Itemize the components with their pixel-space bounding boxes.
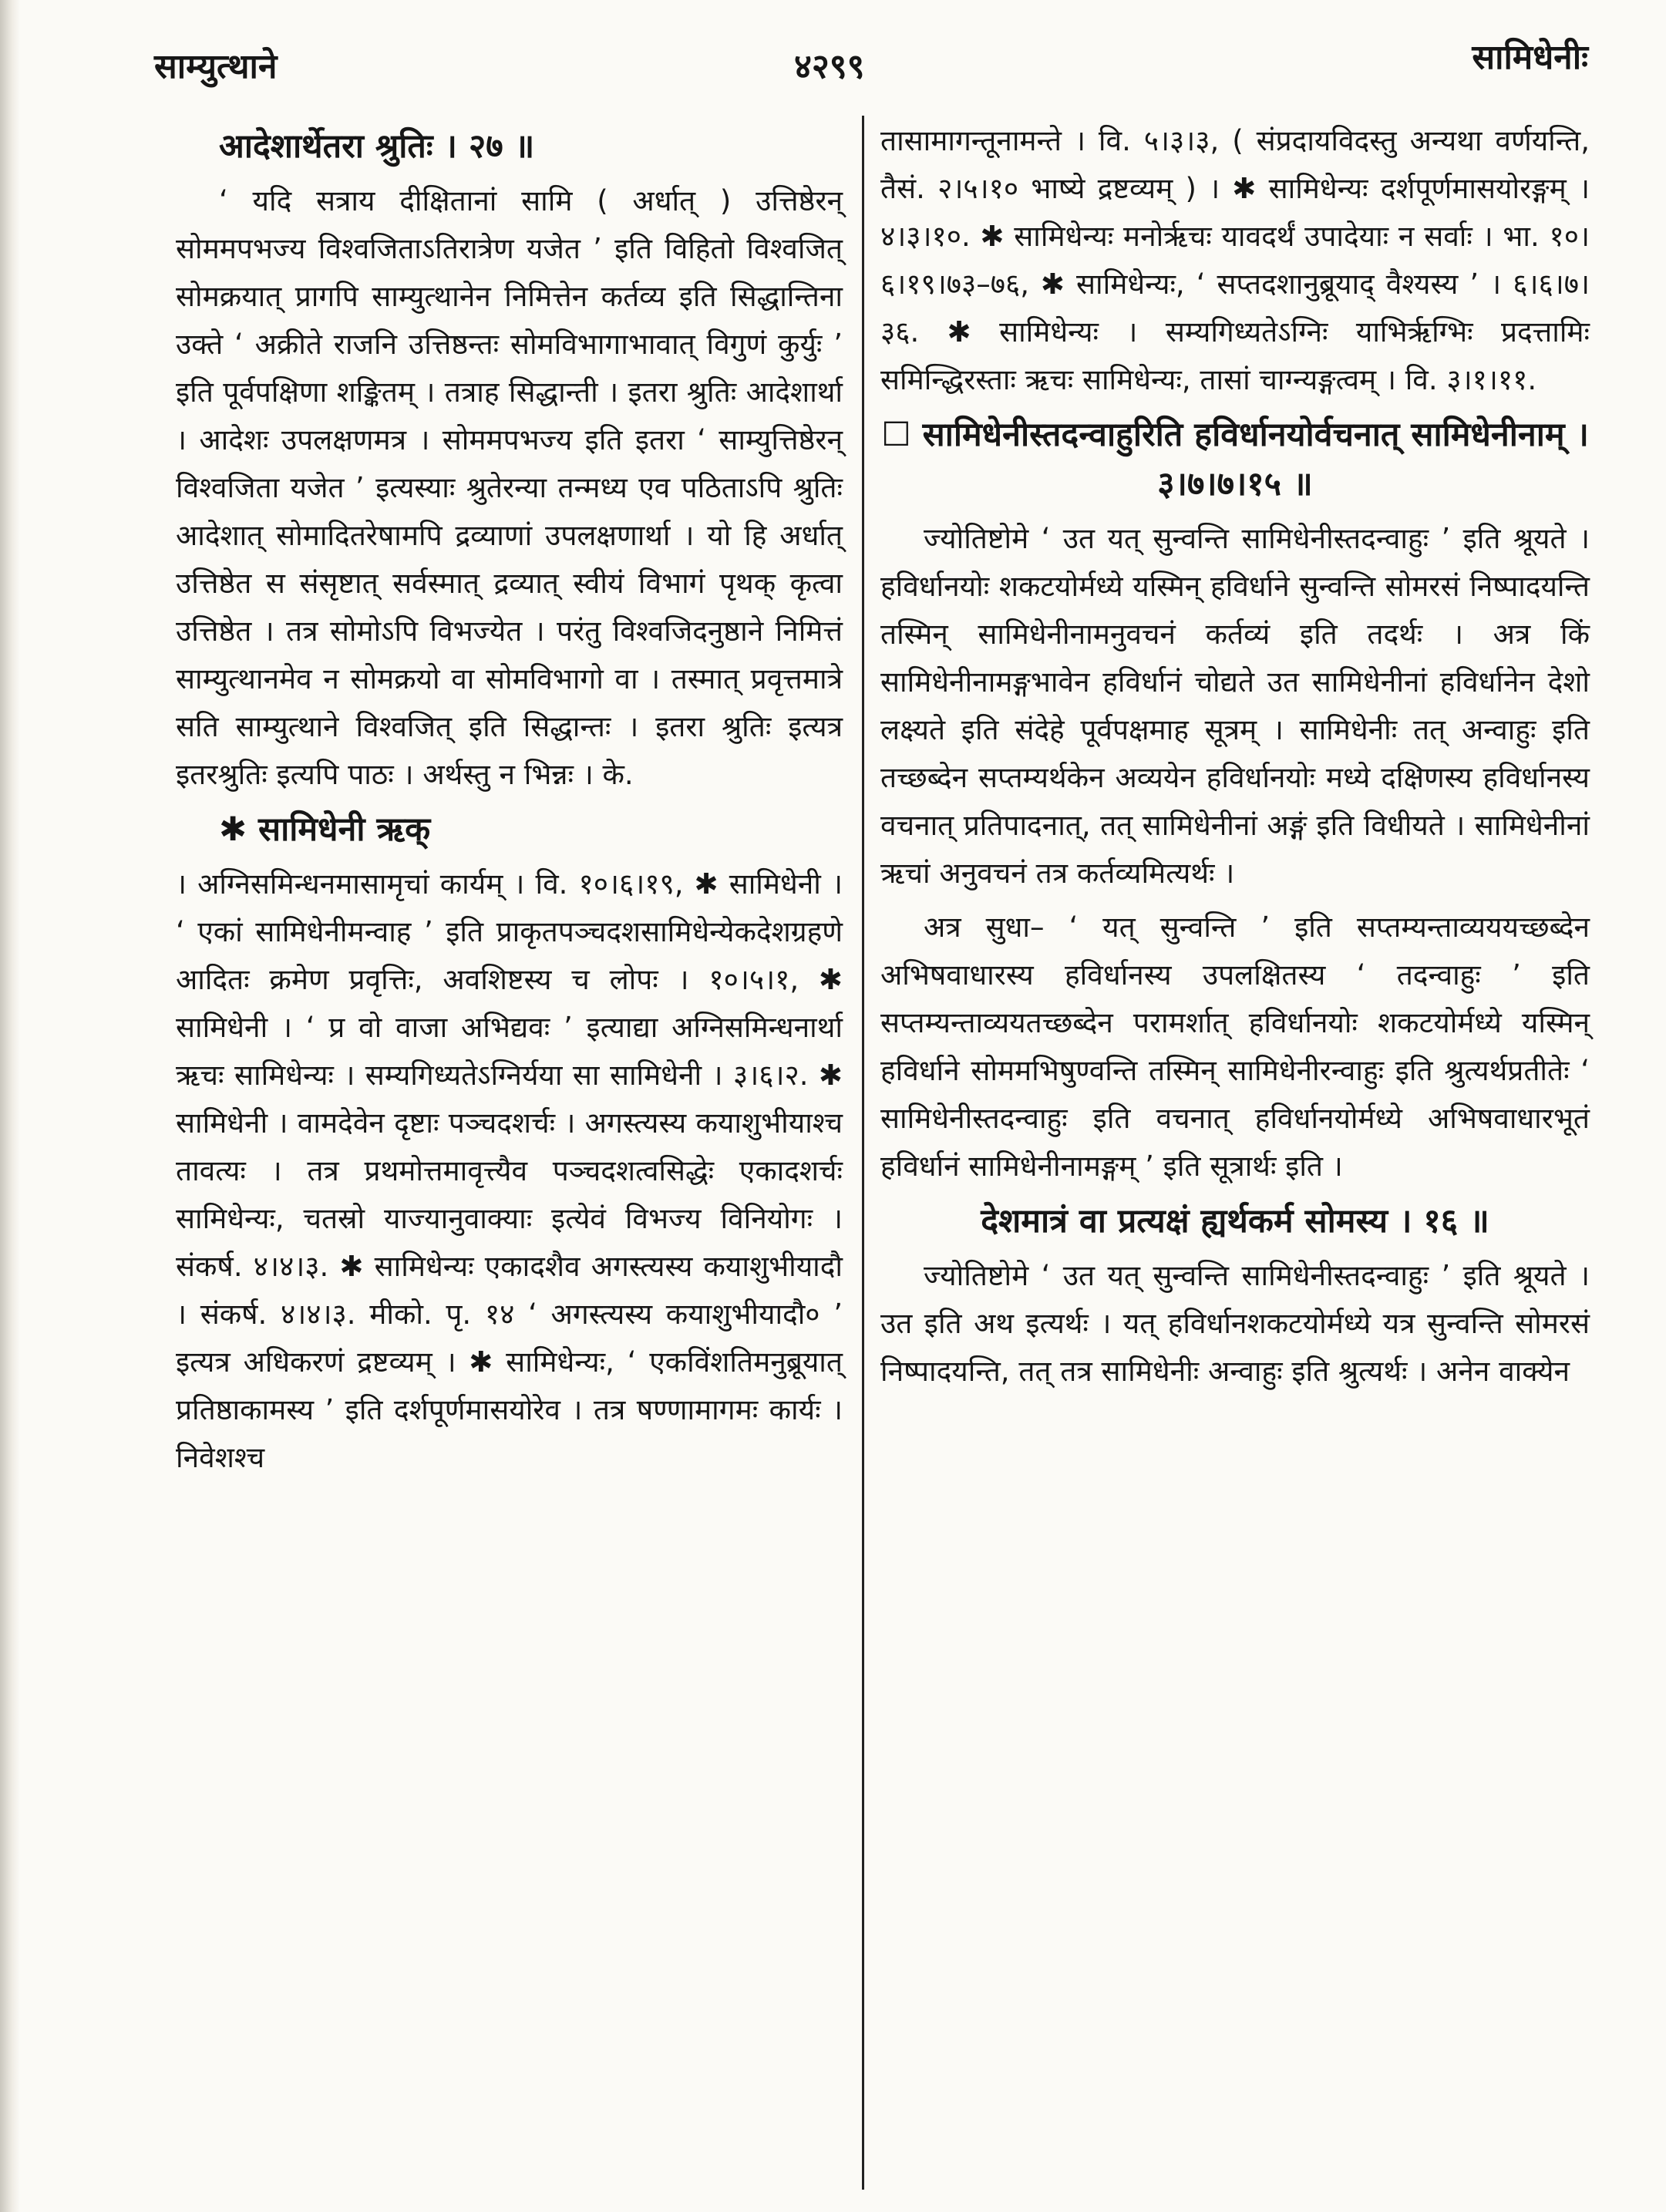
right-column — [880, 117, 1590, 1402]
entry-text: अत्र सुधा– ‘ यत् सुन्वन्ति ’ इति सप्तम्यन्ताव्यययच्छब्देन अभिषवाधारस्य हविर्धानस्य उपलक्षितस्य ‘ तदन्वाहुः ’ इति सप्तम्यन्ताव्ययतच्छब्देन परामर्शात् हविर्धानयोः शकटयोर्मध्ये यस्मिन् हविर्धाने सोममभिषुण्वन्ति तस्मिन् सामिधेनीरन्वाहुः इति श्रुत्यर्थप्रतीतेः ‘ सामिधेनीस्तदन्वाहुः इति वचनात् हविर्धानयोर्मध्ये अभिषवाधारभूतं हविर्धानं सामिधेनीनामङ्गम् ’ इति सूत्रार्थः इति । — [880, 911, 1590, 1183]
column-divider — [862, 116, 864, 2190]
entry-text: ज्योतिष्टोमे ‘ उत यत् सुन्वन्ति सामिधेनीस्तदन्वाहुः ’ इति श्रूयते । हविर्धानयोः शकटयोर्मध्ये यस्मिन् हविर्धाने सुन्वन्ति सोमरसं निष्पादयन्ति तस्मिन् सामिधेनीनामनुवचनं कर्तव्यं इति तदर्थः । अत्र किं सामिधेनीनामङ्गभावेन हविर्धानं चोद्यते उत सामिधेनीनां हविर्धानेन देशो लक्ष्यते इति संदेहे पूर्वपक्षमाह सूत्रम् । सामिधेनीः तत् अन्वाहुः इति तच्छब्देन सप्तम्यर्थकेन अव्ययेन हविर्धानयोः मध्ये दक्षिणस्य हविर्धानस्य वचनात् प्रतिपादनात्, तत् सामिधेनीनां अङ्गं इति विधीयते । सामिधेनीनां ऋचां अनुवचनं तत्र कर्तव्यमित्यर्थः । — [880, 522, 1590, 890]
entry-heading: आदेशार्थेतरा श्रुतिः । २७ ॥ — [219, 127, 535, 166]
page-number: ४२९९ — [794, 47, 865, 86]
scanned-page-edge — [0, 0, 20, 2212]
entry-text: ‘ यदि सत्राय दीक्षितानां सामि ( अर्धात् ) उत्तिष्ठेरन् सोममपभज्य विश्वजिताऽतिरात्रेण यजेत ’ इति विहितो विश्वजित् सोमक्रयात् प्रागपि साम्युत्थानेन निमित्तेन कर्तव्य इति सिद्धान्तिना उक्ते ‘ अक्रीते राजनि उत्तिष्ठन्तः सोमविभागाभावात् विगुणं कुर्युः ’ इति पूर्वपक्षिणा शङ्कितम् । तत्राह सिद्धान्ती । इतरा श्रुतिः आदेशार्था । आदेशः उपलक्षणमत्र । सोममपभज्य इति इतरा ‘ साम्युत्तिष्ठेरन् विश्वजिता यजेत ’ इत्यस्याः श्रुतेरन्या तन्मध्य एव पठिताऽपि श्रुतिः आदेशात् सोमादितरेषामपि द्रव्याणां उपलक्षणार्था । यो हि अर्धात् उत्तिष्ठेत स संसृष्टात् सर्वस्मात् द्रव्यात् स्वीयं विभागं पृथक् कृत्वा उत्तिष्ठेत । तत्र सोमोऽपि विभज्येत । परंतु विश्वजिदनुष्ठाने निमित्तं साम्युत्थानमेव न सोमक्रयो वा सोमविभागो वा । तस्मात् प्रवृत्तमात्रे सति साम्युत्थाने विश्वजित् इति सिद्धान्तः । इतरा श्रुतिः इत्यत्र इतरश्रुतिः इत्यपि पाठः । अर्थस्तु न भिन्नः । के. — [176, 184, 843, 791]
entry-text: । अग्निसमिन्धनमासामृचां कार्यम् । वि. १०।६।१९, ✱ सामिधेनी । ‘ एकां सामिधेनीमन्वाह ’ इति प्राकृतपञ्चदशसामिधेन्येकदेशग्रहणे आदितः क्रमेण प्रवृत्तिः, अवशिष्टस्य च लोपः । १०।५।१, ✱ सामिधेनी । ‘ प्र वो वाजा अभिद्यवः ’ इत्याद्या अग्निसमिन्धनार्था ऋचः सामिधेन्यः । सम्यगिध्यतेऽग्निर्यया सा सामिधेनी । ३।६।२. ✱ सामिधेनी । वामदेवेन दृष्टाः पञ्चदशर्चः । अगस्त्यस्य कयाशुभीयाश्च तावत्यः । तत्र प्रथमोत्तमावृत्त्यैव पञ्चदशत्वसिद्धेः एकादशर्चः सामिधेन्यः, चतस्रो याज्यानुवाक्याः इत्येवं विभज्य विनियोगः । संकर्ष. ४।४।३. ✱ सामिधेन्यः एकादशैव अगस्त्यस्य कयाशुभीयादौ । संकर्ष. ४।४।३. मीको. पृ. १४ ‘ अगस्त्यस्य कयाशुभीयादौ० ’ इत्यत्र अधिकरणं द्रष्टव्यम् । ✱ सामिधेन्यः, ‘ एकविंशतिमनुब्रूयात् प्रतिष्ठाकामस्य ’ इति दर्शपूर्णमासयोरेव । तत्र षण्णामागमः कार्यः । निवेशश्च — [176, 867, 843, 1474]
left-column — [176, 117, 843, 1488]
running-head-right: सामिधेनीः — [1472, 38, 1588, 77]
entry-heading: देशमात्रं वा प्रत्यक्षं ह्यर्थकर्म सोमस्य । १६ ॥ — [981, 1202, 1489, 1241]
page-header — [154, 28, 1588, 105]
running-head-left: साम्युत्थाने — [154, 47, 278, 86]
entry-heading: ✱ सामिधेनी ऋक् — [219, 810, 431, 849]
entry-text: तासामागन्तूनामन्ते । वि. ५।३।३, ( संप्रदायविदस्तु अन्यथा वर्णयन्ति, तैसं. २।५।१० भाष्ये द्रष्टव्यम् ) । ✱ सामिधेन्यः दर्शपूर्णमासयोरङ्गम् । ४।३।१०. ✱ सामिधेन्यः मनोर्ऋचः यावदर्थं उपादेयाः न सर्वाः । भा. १०।६।१९।७३–७६, ✱ सामिधेन्यः, ‘ सप्तदशानुब्रूयाद् वैश्यस्य ’ । ६।६।७।३६. ✱ सामिधेन्यः । सम्यगिध्यतेऽग्निः याभिर्ऋग्भिः प्रदत्तामिः समिन्द्धिरस्ताः ऋचः सामिधेन्यः, तासां चाग्न्यङ्गत्वम् । वि. ३।१।११. — [880, 124, 1590, 396]
entry-heading: ☐ सामिधेनीस्तदन्वाहुरिति हविर्धानयोर्वचनात् सामिधेनीनाम् । ३।७।७।१५ ॥ — [881, 416, 1589, 503]
entry-text: ज्योतिष्टोमे ‘ उत यत् सुन्वन्ति सामिधेनीस्तदन्वाहुः ’ इति श्रूयते । उत इति अथ इत्यर्थः । यत् हविर्धानशकटयोर्मध्ये यत्र सुन्वन्ति सोमरसं निष्पादयन्ति, तत् तत्र सामिधेनीः अन्वाहुः इति श्रुत्यर्थः । अनेन वाक्येन — [880, 1259, 1590, 1388]
